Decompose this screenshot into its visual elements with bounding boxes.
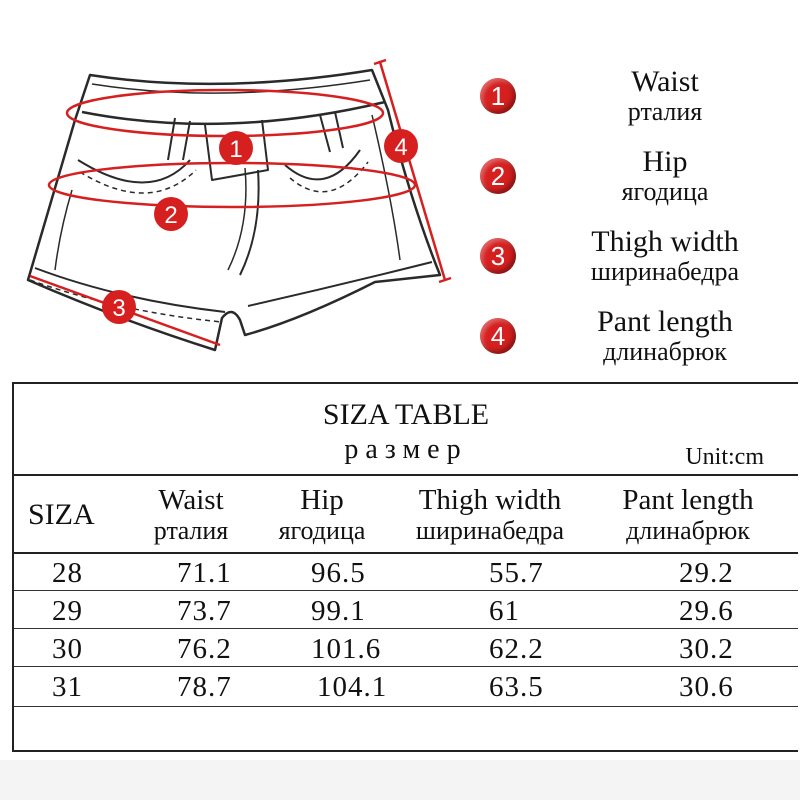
cell-hip: 99.1 [311,595,366,627]
column-header-waist: Waist ртaлия [153,484,229,545]
marker-1 [219,131,253,165]
cell-hip: 101.6 [311,633,382,665]
cell-size: 30 [52,633,83,665]
shorts-outline [28,70,440,350]
cell-waist: 78.7 [177,671,232,703]
cell-hip: 96.5 [311,557,366,589]
unit-label: Unit:cm [685,444,764,470]
size-column-header: SIZA [28,498,95,531]
legend-item-waist [470,65,790,135]
row-divider [14,628,798,629]
legend-label-en: Hip [642,145,688,178]
marker-3 [102,290,136,324]
table-subtitle: размер [344,434,468,465]
svg-text:4: 4 [394,134,408,161]
legend-item-hip [470,145,790,215]
legend-label-ru: ягодица [621,177,709,206]
cell-length: 29.6 [679,595,734,627]
cell-thigh: 61 [489,595,520,627]
waistband [82,102,385,124]
number-badge-icon: 3 [480,238,516,274]
length-measure-line [380,62,445,280]
legend-label-en: Thigh width [591,225,739,258]
row-divider [14,590,798,591]
legend-item-thigh [470,225,790,295]
cell-length: 29.2 [679,557,734,589]
shorts-diagram [0,0,460,380]
cell-thigh: 62.2 [489,633,544,665]
legend-label-ru: ртaлия [627,97,703,126]
legend-label-ru: длинабрюк [603,337,727,366]
cell-waist: 76.2 [177,633,232,665]
table-title: SIZA TABLE [322,398,490,431]
legend-label-ru: ширинабедра [590,257,740,286]
cell-waist: 71.1 [177,557,232,589]
cell-size: 28 [52,557,83,589]
svg-text:2: 2 [164,202,178,229]
number-badge-icon: 1 [480,78,516,114]
legend-item-length [470,305,790,375]
bottom-band [0,760,800,800]
cell-thigh: 63.5 [489,671,544,703]
cell-length: 30.6 [679,671,734,703]
cell-length: 30.2 [679,633,734,665]
svg-text:3: 3 [112,295,126,322]
cell-hip: 104.1 [317,671,388,703]
cell-thigh: 55.7 [489,557,544,589]
number-badge-icon: 2 [480,158,516,194]
row-divider [14,666,798,667]
row-divider [14,706,798,707]
cell-size: 29 [52,595,83,627]
hip-measure-line [49,163,415,207]
svg-text:1: 1 [229,136,243,163]
column-header-length: Pant length длинабрюк [622,484,754,545]
marker-2 [154,197,188,231]
row-divider [14,552,798,554]
column-header-hip: Hip ягодица [278,484,366,545]
cell-size: 31 [52,671,83,703]
legend-label-en: Pant length [597,305,733,338]
marker-4 [384,129,418,163]
header-divider [14,474,798,476]
size-table [12,382,798,752]
column-header-thigh: Thigh width ширинабедра [415,484,565,545]
cell-waist: 73.7 [177,595,232,627]
number-badge-icon: 4 [480,318,516,354]
legend-label-en: Waist [631,65,699,98]
